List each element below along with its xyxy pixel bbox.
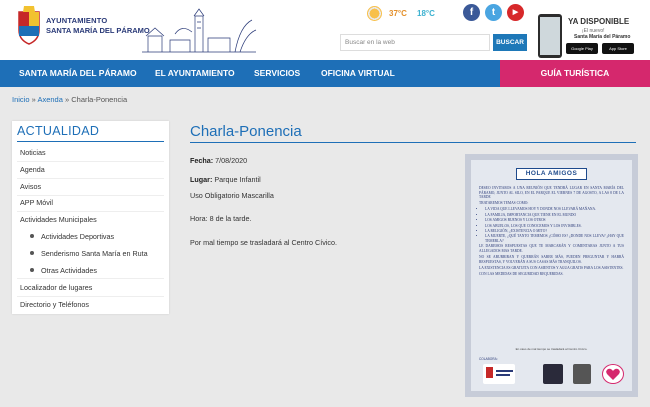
page-title: Charla-Ponencia	[190, 123, 302, 140]
town-sketch-illustration	[140, 6, 258, 54]
poster-topic: • LA FAMILIA, IMPORTANCIA QUE TIENE EN EL MUNDO	[485, 213, 624, 218]
poster-sheet	[471, 160, 632, 391]
date-value: 7/08/2020	[215, 156, 248, 165]
sidebar-separator	[17, 296, 164, 297]
town-hall-logo	[483, 364, 515, 384]
sidebar-item-noticias[interactable]: Noticias	[20, 148, 46, 157]
site-logo[interactable]	[16, 6, 150, 52]
sidebar-separator	[17, 278, 164, 279]
temperature-low: 18°C	[417, 9, 435, 18]
poster-topic: • LOS AMIGOS BUENOS Y LOS OTROS	[485, 218, 624, 223]
sidebar-separator	[17, 161, 164, 162]
event-place	[190, 175, 261, 184]
breadcrumb-sep: »	[31, 95, 36, 104]
event-weather-note: Por mal tiempo se trasladará al Centro Cívico.	[190, 238, 338, 247]
temperature-high: 37°C	[389, 9, 407, 18]
sidebar-subitem-senderismo[interactable]: Senderismo Santa María en Ruta	[41, 249, 148, 258]
poster-topics-label: TRATAREMOS TEMAS COMO:	[479, 201, 529, 206]
nav-servicios[interactable]: SERVICIOS	[254, 68, 301, 78]
sun-icon	[367, 6, 382, 21]
sidebar-item-directorio[interactable]: Directorio y Teléfonos	[20, 300, 89, 309]
sidebar-item-localizador[interactable]: Localizador de lugares	[20, 283, 93, 292]
sidebar-item-agenda[interactable]: Agenda	[20, 165, 45, 174]
poster-topic: • LA RELIGIÓN, ¿EXISTENCIA O MITO?	[485, 229, 624, 234]
nav-guia-turistica[interactable]: GUÍA TURÍSTICA	[500, 60, 650, 87]
poster-colabora: COLABORA:	[479, 357, 498, 361]
breadcrumb-home[interactable]: Inicio	[12, 95, 30, 104]
sidebar-divider	[17, 141, 164, 142]
logo-line-1: AYUNTAMIENTO	[46, 16, 108, 25]
site-header	[0, 0, 650, 60]
logo-line-2: SANTA MARÍA DEL PÁRAMO	[46, 26, 150, 35]
google-play-badge[interactable]: Google Play	[566, 43, 598, 54]
app-store-badge[interactable]: App Store	[602, 43, 634, 54]
poster-intro: DESEO INVITAROS A UNA REUNIÓN QUE TENDRÁ LUGAR EN SANTA MARÍA DEL PÁRAMO, JUNTO AL SILO, EN EL PARQUE EL VIERNES 7 DE AGOSTO, A LAS 8 DE LA TARDE	[479, 186, 624, 200]
nav-oficina-virtual[interactable]: OFICINA VIRTUAL	[321, 68, 395, 78]
title-divider	[190, 142, 636, 143]
partner-logo	[543, 364, 563, 384]
app-subtitle: ¡El nuevo!	[582, 28, 605, 34]
sidebar-title: ACTUALIDAD	[17, 124, 100, 138]
sidebar-subitem-otras[interactable]: Otras Actividades	[41, 266, 97, 275]
event-poster[interactable]	[465, 154, 638, 397]
phone-mockup-image	[538, 14, 562, 58]
sidebar-separator	[17, 211, 164, 212]
twitter-icon[interactable]: t	[485, 4, 502, 21]
partner-photo	[573, 364, 591, 384]
sidebar-subitem-deportivas[interactable]: Actividades Deportivas	[41, 232, 115, 241]
poster-title: HOLA AMIGOS	[516, 168, 587, 180]
breadcrumb-current: Charla-Ponencia	[71, 95, 128, 104]
poster-paragraph: LA EXISTENCIA ES GRATUITA CON ASIENTOS Y AGUA GRATIS PARA LOS ASISTENTES.	[479, 265, 624, 270]
sidebar-item-actividades[interactable]: Actividades Municipales	[20, 215, 97, 224]
sidebar-item-app-movil[interactable]: APP Móvil	[20, 198, 54, 207]
search-input[interactable]: Buscar en la web	[340, 34, 490, 51]
heart-logo	[602, 364, 624, 384]
breadcrumb-axenda[interactable]: Axenda	[37, 95, 63, 104]
place-value: Parque Infantil	[214, 175, 261, 184]
sidebar-separator	[17, 195, 164, 196]
main-content	[178, 118, 638, 407]
poster-topic: • LA VIDA QUE LLEVAMOS HOY Y DONDE NOS LLEVARÁ MAÑANA.	[485, 207, 624, 212]
poster-paragraph: NO SE ABURRIRAN Y QUERRÁN SABER MÁS, PUEDEN PREGUNTAR Y HABRÁ RESPUESTAS, Y VOLVERÁN A SUS CASAS MÁS TRANQUILOS.	[479, 255, 624, 264]
nav-ayuntamiento[interactable]: EL AYUNTAMIENTO	[155, 68, 235, 78]
poster-topics	[485, 207, 624, 243]
weather-widget	[367, 4, 447, 24]
sidebar	[12, 121, 169, 314]
youtube-icon[interactable]: ▶	[507, 4, 524, 21]
poster-topic: • LA MUERTE, ¿QUÉ TANTO TEMEMOS ¿CÓMO ES? ¿DONDE NOS LLEVA? ¿HAY QUE TEMERLA?	[485, 234, 624, 243]
breadcrumb	[12, 95, 127, 104]
sidebar-separator	[17, 178, 164, 179]
place-label: Lugar:	[190, 175, 213, 184]
sidebar-item-avisos[interactable]: Avisos	[20, 182, 42, 191]
poster-topic: • LOS ABUELOS, LOS QUE CONOCEMOS Y LOS INVISIBLES.	[485, 224, 624, 229]
coat-of-arms-icon	[16, 6, 42, 46]
poster-footer: En caso de mal tiempo se trasladará al Centro Cívico.	[515, 347, 588, 351]
search-button[interactable]: BUSCAR	[493, 34, 527, 51]
date-label: Fecha:	[190, 156, 214, 165]
breadcrumb-sep: »	[64, 95, 70, 104]
poster-body	[479, 186, 624, 278]
nav-santa-maria[interactable]: SANTA MARÍA DEL PÁRAMO	[19, 68, 137, 78]
poster-paragraph: CON LAS MEDIDAS DE SEGURIDAD REQUERIDAS.	[479, 271, 564, 276]
app-available-title: YA DISPONIBLE	[568, 17, 630, 26]
event-date	[190, 156, 247, 165]
app-name: Santa María del Páramo	[574, 34, 631, 40]
poster-paragraph: LE DAREMOS RESPUESTAS QUE TE MARCARÁN Y COMENTARAS JUNTO A TUS ALLEGADOS MAS TARDE.	[479, 244, 624, 253]
facebook-icon[interactable]: f	[463, 4, 480, 21]
event-mask-notice: Uso Obligatorio Mascarilla	[190, 191, 274, 200]
event-time: Hora: 8 de la tarde.	[190, 214, 252, 223]
